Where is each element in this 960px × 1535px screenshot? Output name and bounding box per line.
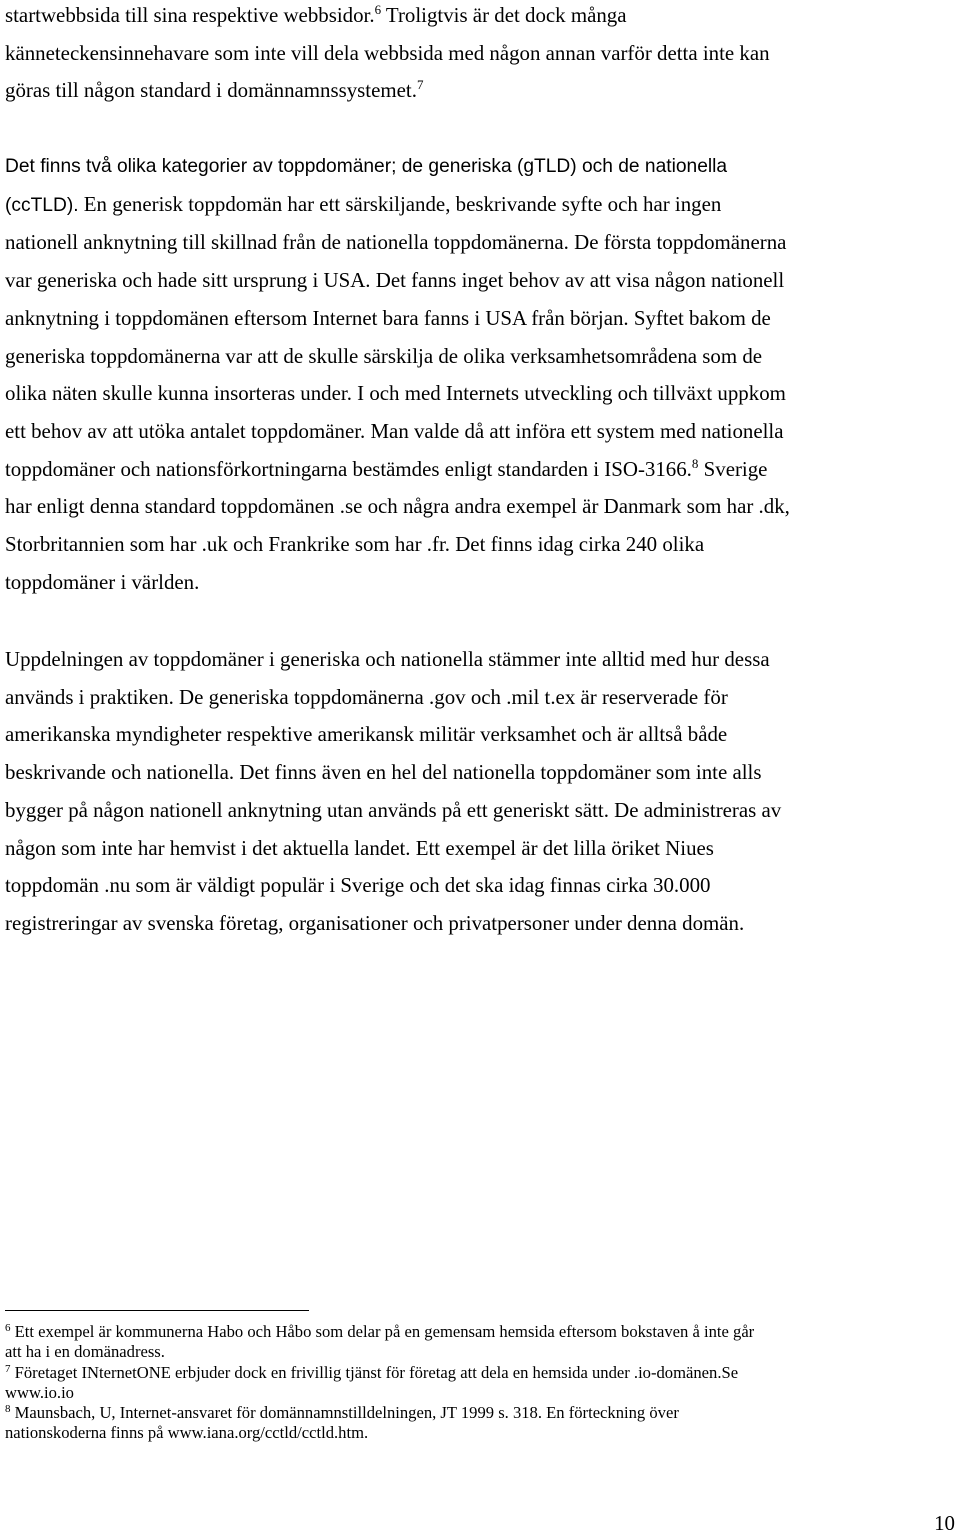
- paragraph-2-line: (ccTLD). En generisk toppdomän har ett särskiljande, beskrivande syfte och har ingen: [5, 191, 722, 216]
- paragraph-3-line: används i praktiken. De generiska toppdomänerna .gov och .mil t.ex är reserverade för: [5, 684, 728, 709]
- footnote-3: [5, 1403, 957, 1444]
- page-number: 10: [934, 1511, 955, 1535]
- paragraph-3-line: beskrivande och nationella. Det finns även en hel del nationella toppdomäner som inte alls: [5, 760, 762, 785]
- paragraph-2: [5, 147, 957, 601]
- footnote-3-line: nationskoderna finns på www.iana.org/cctld/cctld.htm.: [5, 1423, 369, 1443]
- footnote-1-line: $^6$ Ett exempel är kommunerna Habo och Håbo som delar på en gemensam hemsida eftersom bokstaven å inte går: [5, 1322, 755, 1341]
- paragraph-1-line: känneteckensinnehavare som inte vill dela webbsida med någon annan varför detta inte kan: [5, 40, 770, 65]
- footnote-reference: 7: [416, 77, 424, 93]
- paragraph-1-line: startwebbsida till sina respektive webbsidor.$^6$ Troligtvis är det dock många: [5, 2, 627, 27]
- paragraph-3-line: Uppdelningen av toppdomäner i generiska och nationella stämmer inte alltid med hur dessa: [5, 647, 770, 671]
- paragraph-3: [5, 641, 957, 943]
- paragraph-2-line: var generiska och hade sitt ursprung i USA. Det fanns inget behov av att visa någon nationell: [5, 268, 785, 293]
- footnote-reference: 6: [374, 2, 382, 17]
- sans-text-run: Det finns två olika kategorier av toppdomäner; de generiska (gTLD) och de nationella: [5, 156, 728, 177]
- footnote-1: [5, 1322, 957, 1363]
- paragraph-2-line: olika näten skulle kunna insorteras under. I och med Internets utveckling och tillväxt uppkom: [5, 381, 786, 406]
- paragraph-3-line: amerikanska myndigheter respektive amerikansk militär verksamhet och är alltså både: [5, 722, 728, 747]
- paragraph-3-line: toppdomän .nu som är väldigt populär i Sverige och det ska idag finnas cirka 30.000: [5, 873, 711, 898]
- paragraph-2-line: Storbritannien som har .uk och Frankrike som har .fr. Det finns idag cirka 240 olika: [5, 532, 705, 557]
- paragraph-2-line: nationell anknytning till skillnad från de nationella toppdomänerna. De första toppdomänerna: [5, 230, 787, 255]
- sans-text-run: (ccTLD).: [5, 194, 79, 216]
- paragraph-1: [5, 0, 957, 110]
- paragraph-2-line: ett behov av att utöka antalet toppdomäner. Man valde då att införa ett system med nationella: [5, 418, 784, 443]
- paragraph-3-line: registreringar av svenska företag, organisationer och privatpersoner under denna domän.: [5, 910, 745, 935]
- footnote-2-line: $^7$ Företaget INternetONE erbjuder dock en frivillig tjänst för företag att dela en hemsida under .io-domänen.Se: [5, 1362, 739, 1382]
- footnote-reference: 6: [5, 1322, 11, 1334]
- footnote-2-line: www.io.io: [5, 1382, 74, 1402]
- paragraph-2-line: toppdomäner och nationsförkortningarna bestämdes enligt standarden i ISO-3166.$^8$ Sverige: [5, 455, 768, 481]
- footnote-2: [5, 1363, 957, 1404]
- paragraph-2-line: [5, 147, 957, 186]
- footnote-1-line: att ha i en domänadress.: [5, 1342, 165, 1362]
- paragraph-3-line: någon som inte har hemvist i det aktuella landet. Ett exempel är det lilla öriket Niues: [5, 835, 714, 860]
- footnote-separator: [5, 1310, 309, 1311]
- paragraph-2-line: toppdomäner i världen.: [5, 569, 200, 594]
- footnote-3-line: $^8$ Maunsbach, U, Internet-ansvaret för domännamnstilldelningen, JT 1999 s. 318. En förteckning över: [5, 1403, 679, 1423]
- paragraph-1-line: göras till någon standard i domännamnssystemet.$^7$: [5, 77, 424, 103]
- paragraph-3-line: bygger på någon nationell anknytning utan används på ett generiskt sätt. De administreras av: [5, 797, 782, 822]
- footnote-reference: 8: [5, 1403, 11, 1416]
- footnote-reference: 7: [5, 1362, 11, 1375]
- footnote-reference: 8: [691, 455, 699, 471]
- paragraph-2-line: har enligt denna standard toppdomänen .se och några andra exempel är Danmark som har .dk,: [5, 494, 790, 519]
- footnotes: [5, 1322, 957, 1444]
- paragraph-2-line: generiska toppdomänerna var att de skulle särskilja de olika verksamhetsområdena som de: [5, 343, 763, 368]
- paragraph-2-line: anknytning i toppdomänen eftersom Internet bara fanns i USA från början. Syftet bakom de: [5, 305, 771, 330]
